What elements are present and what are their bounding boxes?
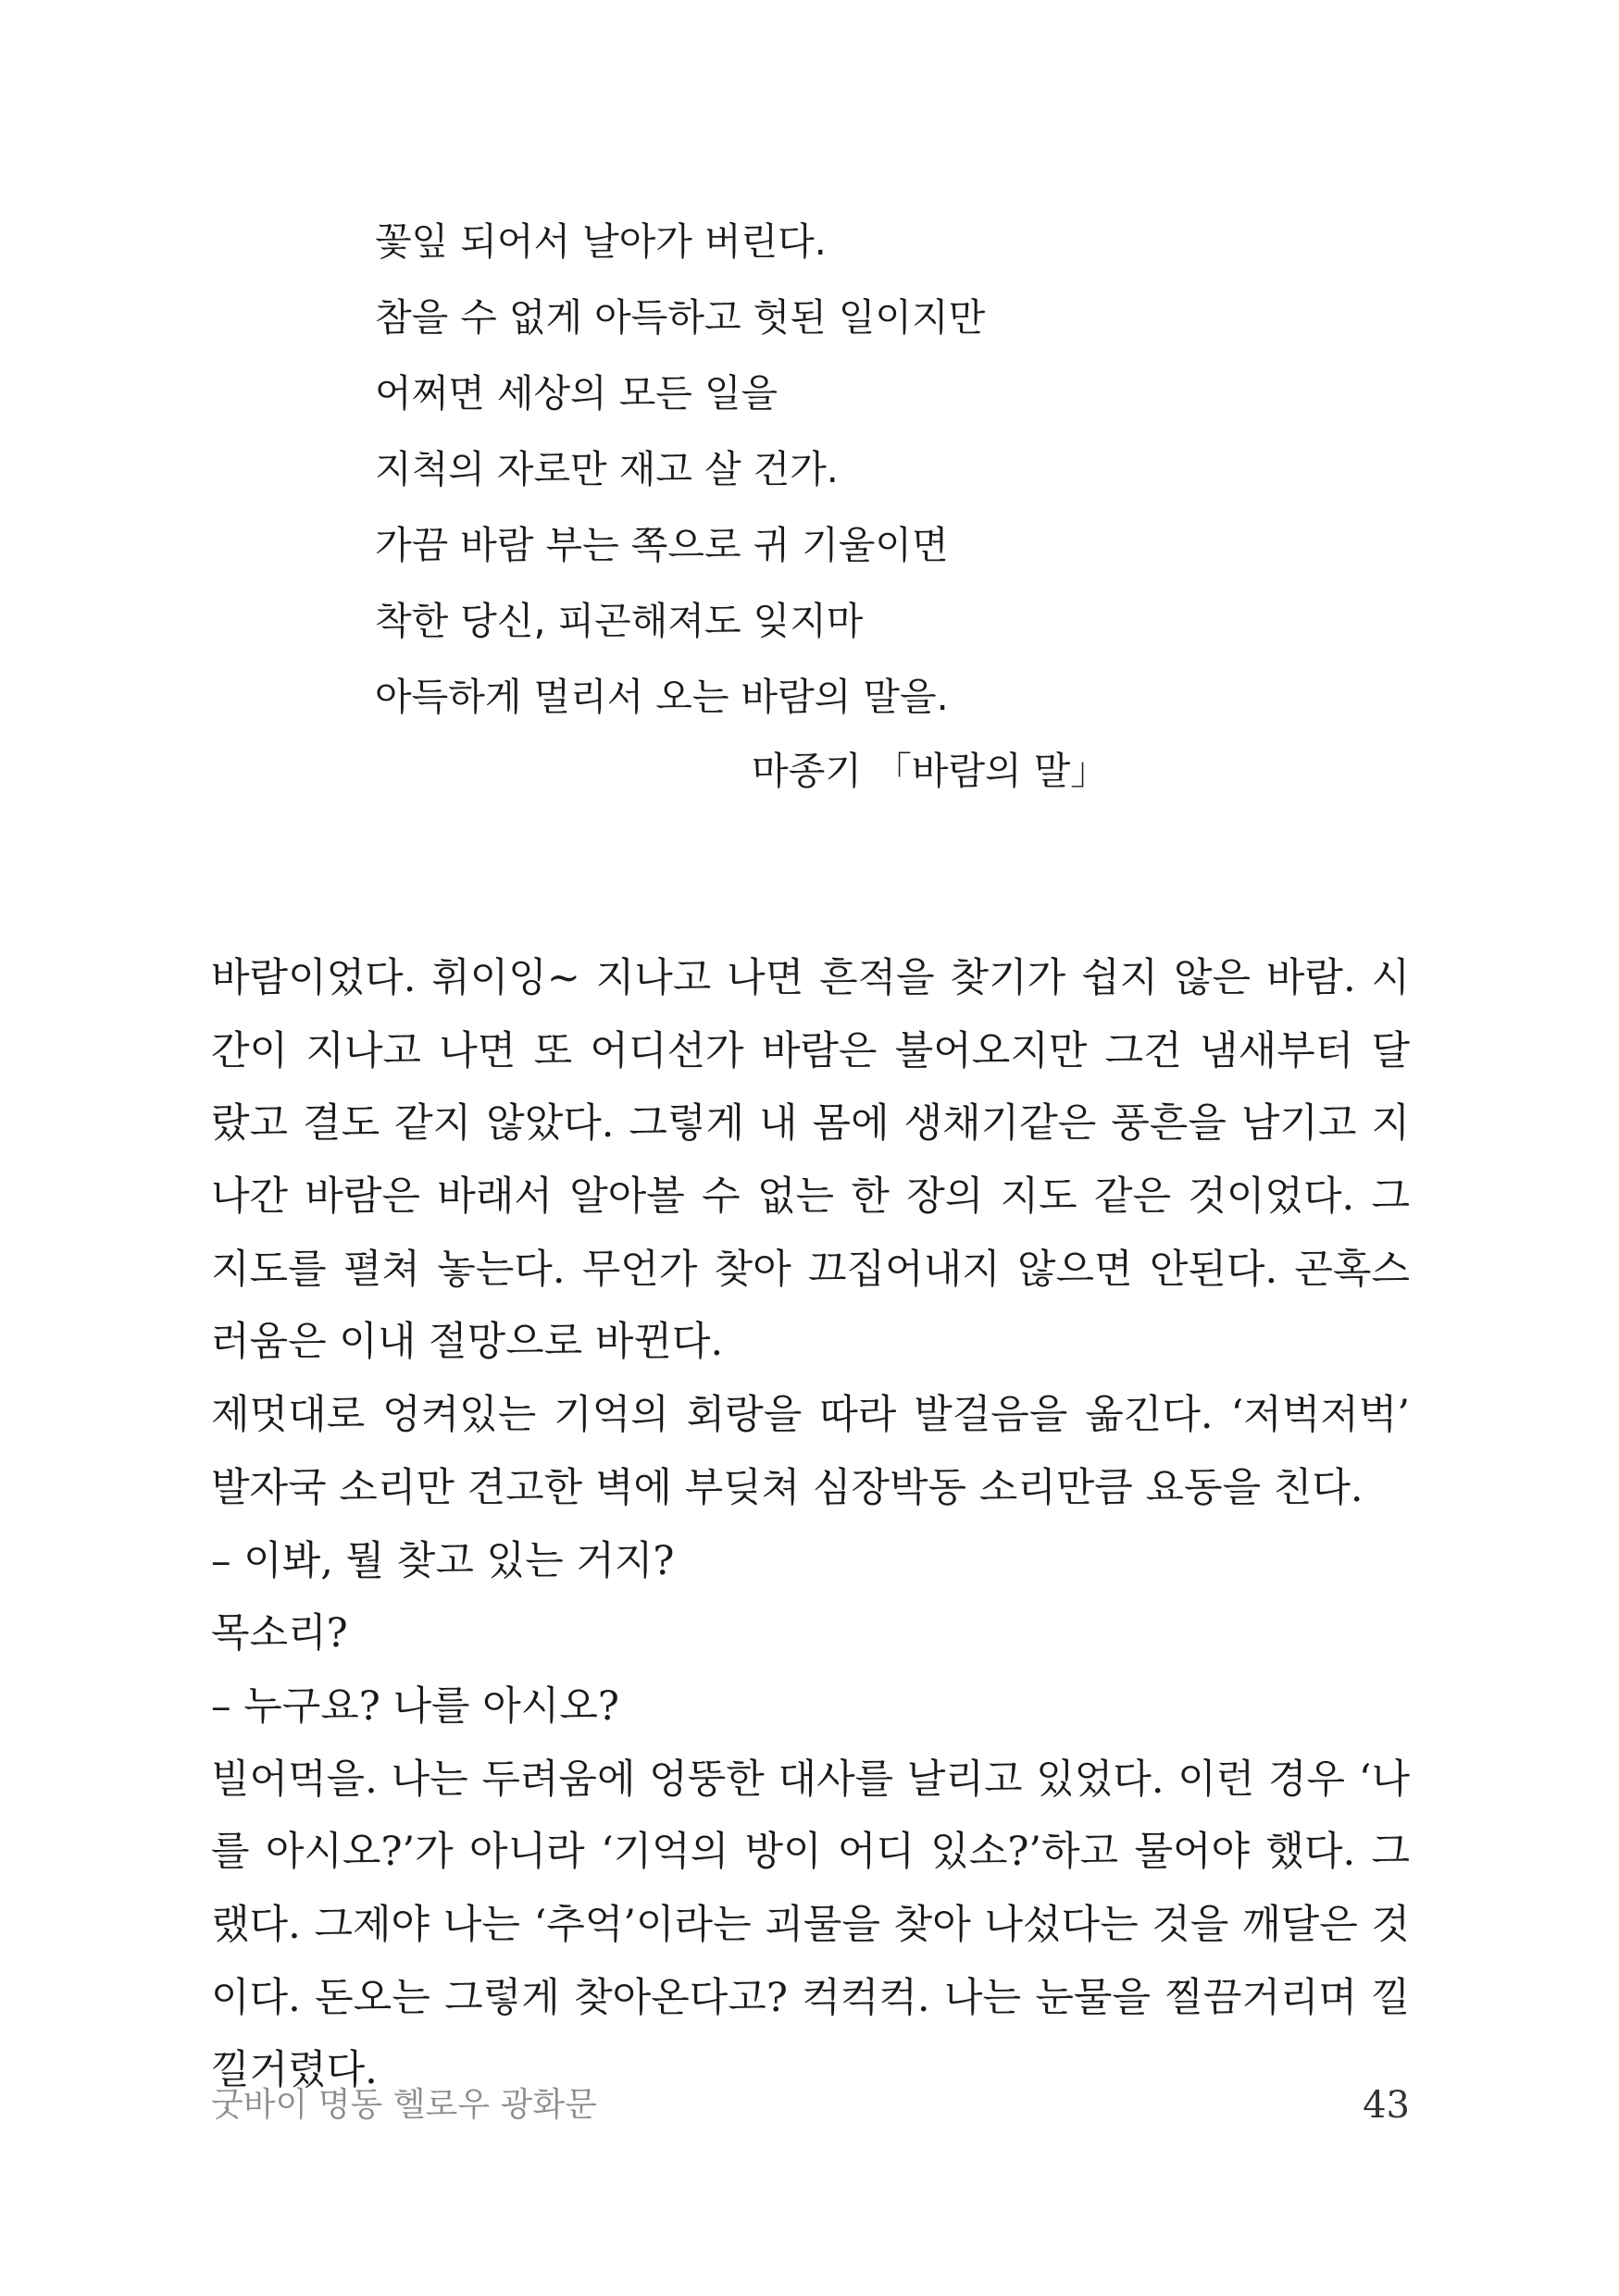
poem-excerpt [375, 204, 1264, 735]
prose-line: 바람이었다. 휘이잉~ 지나고 나면 흔적을 찾기가 쉽지 않은 바람. 시 [211, 955, 1410, 1001]
prose-body [211, 942, 1410, 2107]
prose-line: 랬다. 그제야 나는 ‘추억’이라는 괴물을 찾아 나섰다는 것을 깨달은 것 [211, 1901, 1410, 1948]
poem-line: 참을 수 없게 아득하고 헛된 일이지만 [375, 295, 986, 340]
poem-line: 가끔 바람 부는 쪽으로 귀 기울이면 [375, 523, 949, 567]
prose-line: 낄거렸다. [211, 2047, 378, 2094]
prose-line: 를 아시오?’가 아니라 ‘기억의 방이 어디 있소?’하고 물어야 했다. 그 [211, 1829, 1410, 1876]
poem-line: 꽃잎 되어서 날아가 버린다. [375, 219, 827, 264]
poem-line: 아득하게 멀리서 오는 바람의 말을. [375, 675, 949, 719]
poem-attribution: 마종기 「바람의 말」 [752, 749, 1109, 793]
page-number: 43 [1363, 2084, 1410, 2127]
prose-line: 발자국 소리만 견고한 벽에 부딪쳐 심장박동 소리만큼 요동을 친다. [211, 1464, 1364, 1511]
running-footer-book-title: 굿바이 명동 헬로우 광화문 [211, 2086, 597, 2124]
prose-line: 제멋대로 엉켜있는 기억의 회랑을 따라 발걸음을 옮긴다. ‘저벅저벅’ [211, 1392, 1410, 1439]
poem-line: 어쩌면 세상의 모든 일을 [375, 371, 778, 416]
prose-line: 빌어먹을. 나는 두려움에 엉뚱한 대사를 날리고 있었다. 이런 경우 ‘나 [211, 1756, 1410, 1803]
prose-line: 이다. 돈오는 그렇게 찾아온다고? 컥컥컥. 나는 눈물을 찔끔거리며 낄 [211, 1974, 1410, 2021]
poem-line: 착한 당신, 피곤해져도 잊지마 [375, 599, 864, 643]
prose-line: 간이 지나고 나면 또 어디선가 바람은 불어오지만 그건 냄새부터 달 [211, 1027, 1410, 1074]
prose-line: 랐고 결도 같지 않았다. 그렇게 내 몸에 생채기같은 풍흔을 남기고 지 [211, 1100, 1410, 1148]
prose-line: 나간 바람은 바래서 알아볼 수 없는 한 장의 지도 같은 것이었다. 그 [211, 1173, 1410, 1221]
prose-line: 목소리? [211, 1610, 348, 1657]
prose-line: 지도를 펼쳐 놓는다. 무언가 찾아 끄집어내지 않으면 안된다. 곤혹스 [211, 1246, 1410, 1293]
dialogue-line: – 누구요? 나를 아시오? [211, 1682, 619, 1730]
poem-line: 지척의 자로만 재고 살 건가. [375, 447, 839, 491]
dialogue-line: – 이봐, 뭘 찾고 있는 거지? [211, 1537, 675, 1584]
prose-line: 러움은 이내 절망으로 바뀐다. [211, 1319, 724, 1366]
